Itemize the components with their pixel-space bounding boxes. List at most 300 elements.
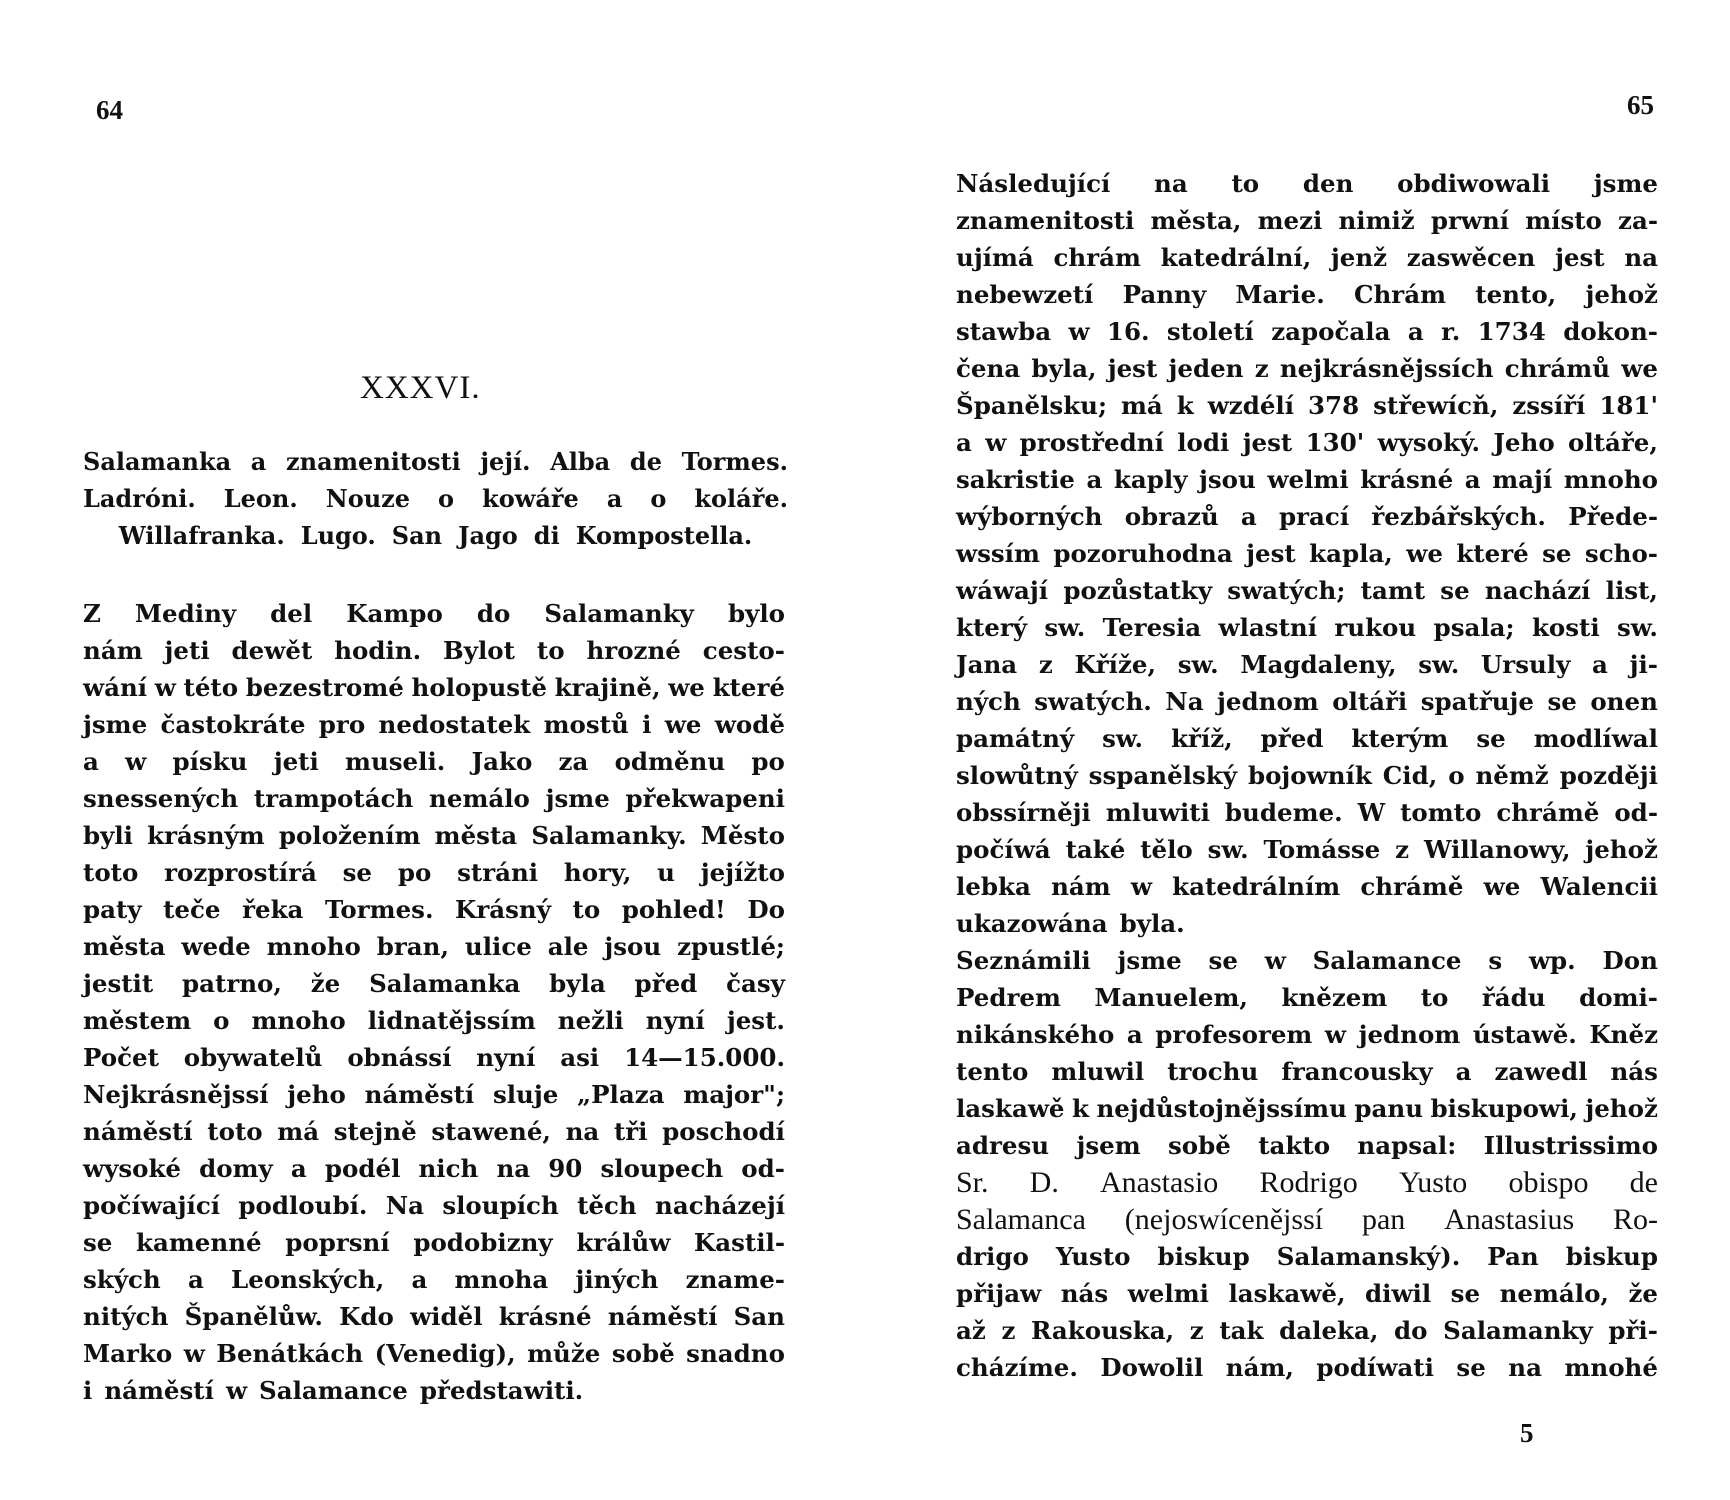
- text-line: [83, 743, 785, 780]
- text-line: [956, 239, 1658, 276]
- word: stawené,: [431, 1117, 551, 1146]
- word: major";: [683, 1080, 785, 1109]
- text-line: [956, 387, 1658, 424]
- word: snadno: [686, 1339, 785, 1368]
- word: r.: [1441, 317, 1461, 346]
- word: nás: [1610, 1057, 1658, 1086]
- word: obdiwowali: [1397, 169, 1551, 198]
- chapter-subtitle: [83, 443, 788, 554]
- word: z: [1001, 1316, 1016, 1345]
- word: wysoký.: [1377, 428, 1480, 457]
- word: laskawě: [956, 1094, 1065, 1123]
- word: řádu: [1481, 983, 1546, 1012]
- word: welmi: [1127, 1279, 1209, 1308]
- word: de: [629, 447, 662, 476]
- word: a: [187, 1265, 204, 1294]
- text-line: [956, 424, 1658, 461]
- word: mluwil: [1051, 1057, 1145, 1086]
- word: nyní: [645, 1006, 705, 1035]
- word: znamenitosti: [286, 447, 461, 476]
- word: o: [1448, 761, 1465, 790]
- word: tělo: [1140, 835, 1193, 864]
- word: Willafranka.: [118, 521, 285, 550]
- word: Leon.: [223, 484, 298, 513]
- word: z: [1254, 354, 1269, 383]
- text-line: [83, 780, 785, 817]
- word: Magdaleny,: [1240, 650, 1397, 679]
- text-line: [83, 965, 785, 1002]
- text-line: [83, 1076, 785, 1113]
- word: psala;: [1433, 613, 1515, 642]
- word: nich: [418, 1154, 479, 1183]
- word: budeme.: [1224, 798, 1343, 827]
- word: we: [1483, 872, 1521, 901]
- word: (Venedig),: [374, 1339, 516, 1368]
- word: tento: [956, 1057, 1029, 1086]
- word: mnohé: [1564, 1353, 1658, 1382]
- word: ústawě.: [1472, 1020, 1577, 1049]
- word: kapla,: [1309, 539, 1393, 568]
- word: holopustě: [411, 673, 547, 702]
- word: a: [1126, 1020, 1143, 1049]
- word: domi-: [1579, 983, 1658, 1012]
- word: jest: [1555, 243, 1605, 272]
- word: tomto: [1400, 798, 1482, 827]
- word: bran,: [376, 932, 450, 961]
- word: bojowník: [1247, 761, 1372, 790]
- word: se: [83, 1228, 113, 1257]
- word: Rodrigo: [1259, 1166, 1358, 1199]
- word: Ladróni.: [83, 484, 196, 513]
- word: městem: [83, 1006, 192, 1035]
- word: den: [1302, 169, 1354, 198]
- word: to: [1231, 169, 1260, 198]
- text-line: [956, 1090, 1658, 1127]
- word: rozprostírá: [164, 858, 317, 887]
- word: adresu: [956, 1131, 1050, 1160]
- word: teče: [163, 895, 221, 924]
- word: ji-: [1629, 650, 1658, 679]
- word: jsme: [545, 784, 610, 813]
- word: Anastasio: [1099, 1166, 1219, 1199]
- word: náměstí: [83, 1117, 193, 1146]
- word: sobě: [1168, 1131, 1231, 1160]
- word: onen: [1590, 687, 1658, 716]
- word: a: [1240, 502, 1257, 531]
- word: jsme: [83, 710, 148, 739]
- word: w: [183, 1339, 205, 1368]
- word: Jana: [956, 650, 1018, 679]
- word: to: [536, 636, 565, 665]
- word: welmi: [1267, 465, 1349, 494]
- word: jehož: [1585, 1094, 1658, 1123]
- word: překwapeni: [625, 784, 785, 813]
- word: krajině,: [554, 673, 661, 702]
- word: Kříže,: [1074, 650, 1156, 679]
- text-line: [83, 1002, 785, 1039]
- word: trochu: [1167, 1057, 1259, 1086]
- word: a: [956, 428, 972, 457]
- word: katedrálním: [1172, 872, 1341, 901]
- word: o: [650, 484, 667, 513]
- word: toto: [83, 858, 139, 887]
- word: její.: [480, 447, 531, 476]
- word: že: [1628, 1279, 1658, 1308]
- word: Město: [700, 821, 785, 850]
- word: má: [1121, 391, 1163, 420]
- word: jeti: [273, 747, 319, 776]
- word: pan: [1361, 1203, 1406, 1236]
- word: W: [1357, 798, 1386, 827]
- text-line: [956, 794, 1658, 831]
- word: Chrám: [1353, 280, 1447, 309]
- word: drigo: [956, 1242, 1029, 1271]
- word: Marko: [83, 1339, 173, 1368]
- text-line: [83, 1039, 785, 1076]
- word: mnoho: [1563, 465, 1658, 494]
- word: tři: [613, 1117, 648, 1146]
- word: Z: [83, 599, 101, 628]
- left-body-text: [83, 595, 785, 1409]
- word: takto: [1258, 1131, 1331, 1160]
- word: století: [1166, 317, 1254, 346]
- word: Počet: [83, 1043, 159, 1072]
- word: Salamanský).: [1276, 1242, 1461, 1271]
- word: poschodí: [662, 1117, 785, 1146]
- word: jenž: [1330, 243, 1388, 272]
- word: domy: [199, 1154, 273, 1183]
- text-line: [956, 572, 1658, 609]
- word: a: [250, 447, 267, 476]
- word: nimiž: [1338, 206, 1415, 235]
- word: se: [1208, 946, 1238, 975]
- word: obrazů: [1124, 502, 1219, 531]
- word: které: [712, 673, 785, 702]
- word: 14—15.000.: [624, 1043, 785, 1072]
- word: z: [1189, 1316, 1204, 1345]
- word: nám: [83, 636, 143, 665]
- word: který: [956, 613, 1028, 642]
- text-line: [83, 854, 785, 891]
- text-line: [83, 632, 785, 669]
- word: Anastasius: [1444, 1203, 1575, 1236]
- word: nejdůstojnějssímu: [1096, 1094, 1347, 1123]
- word: chrámě: [1496, 798, 1600, 827]
- text-line: [83, 1150, 785, 1187]
- word: odměnu: [614, 747, 726, 776]
- word: s: [1488, 946, 1503, 975]
- word: San: [391, 521, 443, 550]
- word: o: [438, 484, 455, 513]
- word: wodě: [714, 710, 785, 739]
- text-line: [956, 646, 1658, 683]
- word: hrozné: [586, 636, 681, 665]
- word: jestit: [83, 969, 154, 998]
- word: Nejkrásnějssí: [83, 1080, 269, 1109]
- word: řezbářských.: [1371, 502, 1546, 531]
- word: přijaw: [956, 1279, 1042, 1308]
- word: nám: [1051, 872, 1111, 901]
- text-line: [83, 891, 785, 928]
- word: Ursuly: [1480, 650, 1571, 679]
- word: profesorem: [1155, 1020, 1313, 1049]
- word: koláře.: [694, 484, 788, 513]
- word: ských: [83, 1265, 161, 1294]
- text-line: [83, 706, 785, 743]
- word: chrámů: [1504, 354, 1611, 383]
- word: kterým: [1351, 724, 1449, 753]
- word: Yusto: [1055, 1242, 1131, 1271]
- word: pozoruhodna: [1053, 539, 1233, 568]
- word: Dowolil: [1100, 1353, 1204, 1382]
- word: a: [411, 1265, 428, 1294]
- word: i: [83, 1376, 93, 1405]
- word: sw.: [1102, 724, 1144, 753]
- word: lebka: [956, 872, 1031, 901]
- word: stráni: [457, 858, 539, 887]
- word: pohled!: [621, 895, 726, 924]
- word: D.: [1029, 1166, 1059, 1199]
- text-line: [83, 1224, 785, 1261]
- word: Manuelem,: [1094, 983, 1248, 1012]
- word: a: [606, 484, 623, 513]
- page-number: 65: [1627, 90, 1654, 120]
- word: nežli: [557, 1006, 624, 1035]
- word: při-: [1608, 1316, 1658, 1345]
- word: w: [1130, 872, 1152, 901]
- text-line: [956, 1127, 1658, 1164]
- word: chrámě: [1360, 872, 1464, 901]
- word: Krásný: [455, 895, 551, 924]
- word: sakristie: [956, 465, 1075, 494]
- text-line: [83, 1261, 785, 1298]
- word: podobizny: [413, 1228, 553, 1257]
- word: jest: [1242, 428, 1293, 457]
- word: nitých: [83, 1302, 169, 1331]
- word: w: [985, 428, 1007, 457]
- word: stejně: [333, 1117, 417, 1146]
- word: we: [668, 673, 705, 702]
- word: Sr.: [956, 1166, 989, 1199]
- word: Španělůw.: [184, 1302, 323, 1331]
- word: do: [1394, 1316, 1428, 1345]
- word: se: [1450, 1279, 1481, 1308]
- word: byla,: [1031, 354, 1097, 383]
- word: 378: [1308, 391, 1360, 420]
- text-line: [83, 1187, 785, 1224]
- word: se: [1456, 1353, 1486, 1382]
- word: swatých;: [1227, 576, 1346, 605]
- word: a: [1407, 317, 1424, 346]
- word: že: [310, 969, 341, 998]
- word: Don: [1602, 946, 1658, 975]
- word: w: [125, 747, 147, 776]
- word: nemálo,: [1499, 1279, 1609, 1308]
- word: před: [1260, 724, 1324, 753]
- word: sw.: [1177, 650, 1219, 679]
- word: ale: [547, 932, 589, 961]
- word: Nouze: [325, 484, 411, 513]
- word: Salamance: [1312, 946, 1462, 975]
- word: častokráte: [160, 710, 306, 739]
- word: jest: [1107, 354, 1158, 383]
- word: widěl: [410, 1302, 483, 1331]
- word: mají: [1492, 465, 1553, 494]
- word: města: [83, 932, 166, 961]
- text-line: [956, 535, 1658, 572]
- word: má: [277, 1117, 320, 1146]
- word: jsou: [1199, 465, 1256, 494]
- word: Salamanca: [956, 1203, 1086, 1236]
- word: biskup: [1157, 1242, 1250, 1271]
- word: jehož: [1585, 280, 1658, 309]
- word: čena: [956, 354, 1021, 383]
- text-line: [956, 498, 1658, 535]
- word: Walencii: [1540, 872, 1658, 901]
- word: jednom: [1217, 687, 1319, 716]
- word: Benátkách: [216, 1339, 364, 1368]
- word: obnássí: [347, 1043, 452, 1072]
- word: chrám: [1053, 243, 1141, 272]
- word: prwní: [1430, 206, 1510, 235]
- word: střewícň,: [1373, 391, 1499, 420]
- word: jeden: [1168, 354, 1244, 383]
- word: místo: [1525, 206, 1602, 235]
- text-line: [956, 276, 1658, 313]
- word: pozůstatky: [1063, 576, 1213, 605]
- word: cesto-: [702, 636, 785, 665]
- word: až: [956, 1316, 986, 1345]
- word: Salamanky: [544, 599, 694, 628]
- text-line: [83, 928, 785, 965]
- text-line: [956, 461, 1658, 498]
- word: také: [1065, 835, 1126, 864]
- word: mluwiti: [1105, 798, 1210, 827]
- word: nebewzetí: [956, 280, 1094, 309]
- text-line: [956, 1016, 1658, 1053]
- word: zawedl: [1494, 1057, 1588, 1086]
- text-line: [956, 1053, 1658, 1090]
- word: Tomásse: [1263, 835, 1381, 864]
- word: wysoké: [83, 1154, 182, 1183]
- word: zssíří: [1512, 391, 1586, 420]
- word: kamenné: [136, 1228, 262, 1257]
- word: nám,: [1225, 1353, 1294, 1382]
- word: sloupích: [442, 1191, 559, 1220]
- word: toto: [207, 1117, 263, 1146]
- word: od-: [1614, 798, 1658, 827]
- word: zname-: [685, 1265, 785, 1294]
- word: které: [1456, 539, 1529, 568]
- word: slowůtný: [956, 761, 1078, 790]
- word: we: [1621, 354, 1658, 383]
- word: může: [527, 1339, 601, 1368]
- word: jsem: [1076, 1131, 1141, 1160]
- word: laskawě,: [1228, 1279, 1346, 1308]
- word: wýborných: [956, 502, 1103, 531]
- word: panu: [1354, 1094, 1424, 1123]
- word: nás: [1060, 1279, 1109, 1308]
- word: lidnatějssím: [367, 1006, 536, 1035]
- word: list,: [1605, 576, 1658, 605]
- word: Kněz: [1589, 1020, 1658, 1049]
- text-line: [956, 202, 1658, 239]
- word: Jago: [458, 521, 518, 550]
- word: prací: [1279, 502, 1350, 531]
- word: nejkrásnějssích: [1279, 354, 1494, 383]
- word: Salamanka: [83, 447, 232, 476]
- word: o: [213, 1006, 230, 1035]
- word: 16.: [1106, 317, 1150, 346]
- word: (nejoswícenějssí: [1124, 1203, 1324, 1236]
- word: mnoho: [266, 932, 361, 961]
- word: we: [1406, 539, 1443, 568]
- word: hodin.: [334, 636, 422, 665]
- text-line: [956, 720, 1658, 757]
- word: památný: [956, 724, 1075, 753]
- word: wp.: [1528, 946, 1576, 975]
- word: Jeho: [1493, 428, 1555, 457]
- right-page: [865, 0, 1730, 1500]
- word: napsal:: [1357, 1131, 1457, 1160]
- word: a: [1464, 465, 1481, 494]
- word: lodi: [1177, 428, 1230, 457]
- word: sw.: [1207, 835, 1249, 864]
- word: a: [83, 747, 99, 776]
- word: později: [1559, 761, 1658, 790]
- text-line: [956, 831, 1658, 868]
- text-line: [83, 1113, 785, 1150]
- word: Kampo: [346, 599, 443, 628]
- word: na: [496, 1154, 531, 1183]
- word: patrno,: [182, 969, 282, 998]
- word: z: [1038, 650, 1053, 679]
- word: sobě: [611, 1339, 675, 1368]
- word: jsme: [1117, 946, 1182, 975]
- word: sw.: [1418, 650, 1460, 679]
- word: obssírněji: [956, 798, 1091, 827]
- word: spatřuje: [1420, 687, 1535, 716]
- word: po: [751, 747, 785, 776]
- word: k: [1072, 1094, 1089, 1123]
- word: asi: [560, 1043, 600, 1072]
- word: obywatelů: [183, 1043, 323, 1072]
- word: oltáře,: [1568, 428, 1658, 457]
- word: podíwati: [1316, 1353, 1434, 1382]
- word: wání: [83, 673, 148, 702]
- word: di: [533, 521, 560, 550]
- word: Kastil-: [693, 1228, 785, 1257]
- word: 130': [1305, 428, 1365, 457]
- word: 181': [1599, 391, 1658, 420]
- word: knězem: [1281, 983, 1388, 1012]
- subtitle-line: [83, 443, 788, 480]
- word: biskup: [1565, 1242, 1658, 1271]
- word: mnoha: [454, 1265, 549, 1294]
- text-line: [956, 683, 1658, 720]
- word: této: [183, 673, 239, 702]
- word: počíwající: [83, 1191, 221, 1220]
- word: písku: [172, 747, 248, 776]
- word: sw.: [1044, 613, 1086, 642]
- text-line: [956, 1164, 1658, 1201]
- right-body-text: [956, 165, 1658, 1386]
- word: na: [1624, 243, 1658, 272]
- word: francousky: [1281, 1057, 1433, 1086]
- word: ulice: [464, 932, 532, 961]
- word: nyní: [476, 1043, 536, 1072]
- word: mezi: [1257, 206, 1323, 235]
